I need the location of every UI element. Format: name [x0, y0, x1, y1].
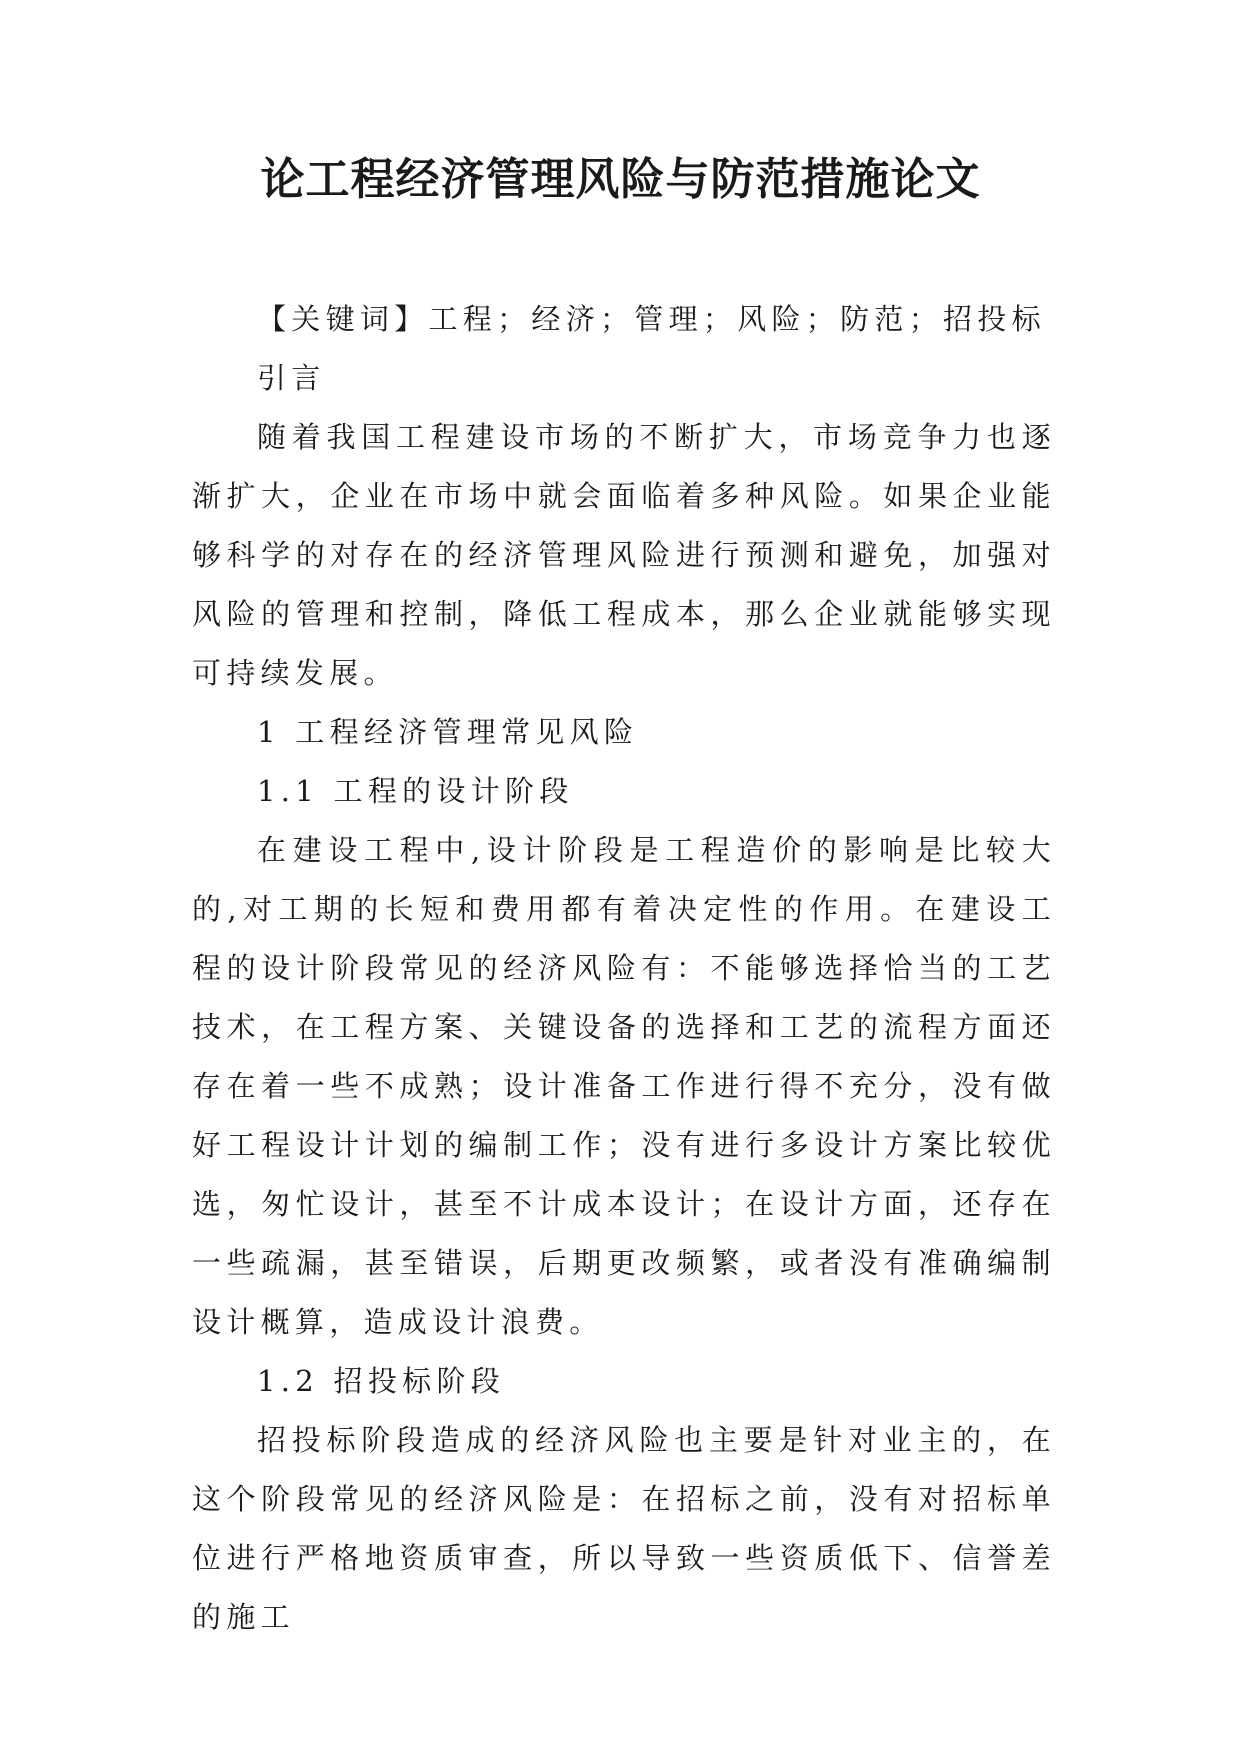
- section-1-1-heading: 1.1 工程的设计阶段: [257, 774, 574, 808]
- keywords-line: 【关键词】工程；经济；管理；风险；防范；招投标: [257, 302, 1046, 336]
- section-1-1-paragraph: 在建设工程中,设计阶段是工程造价的影响是比较大的,对工期的长短和费用都有着决定性的作用。在建设工程的设计阶段常见的经济风险有：不能够选择恰当的工艺技术，在工程方案、关键设备的选择和工艺的流程方面还存在着一些不成熟；设计准备工作进行得不充分，没有做好工程设计计划的编制工作；没有进行多设计方案比较优选，匆忙设计，甚至不计成本设计；在设计方面，还存在一些疏漏，甚至错误，后期更改频繁，或者没有准确编制设计概算，造成设计浪费。: [192, 833, 1056, 1339]
- document-body: [192, 290, 1056, 1647]
- section-1-2-heading: 1.2 招投标阶段: [257, 1364, 506, 1398]
- section-1-heading: 1 工程经济管理常见风险: [257, 715, 639, 749]
- intro-paragraph: 随着我国工程建设市场的不断扩大，市场竞争力也逐渐扩大，企业在市场中就会面临着多种风险。如果企业能够科学的对存在的经济管理风险进行预测和避免，加强对风险的管理和控制，降低工程成本，那么企业就能够实现可持续发展。: [192, 420, 1056, 690]
- intro-heading: 引言: [257, 361, 326, 395]
- document-title: 论工程经济管理风险与防范措施论文: [260, 154, 981, 205]
- section-1-2-paragraph: 招投标阶段造成的经济风险也主要是针对业主的，在这个阶段常见的经济风险是：在招标之前，没有对招标单位进行严格地资质审查，所以导致一些资质低下、信誉差的施工: [192, 1423, 1056, 1634]
